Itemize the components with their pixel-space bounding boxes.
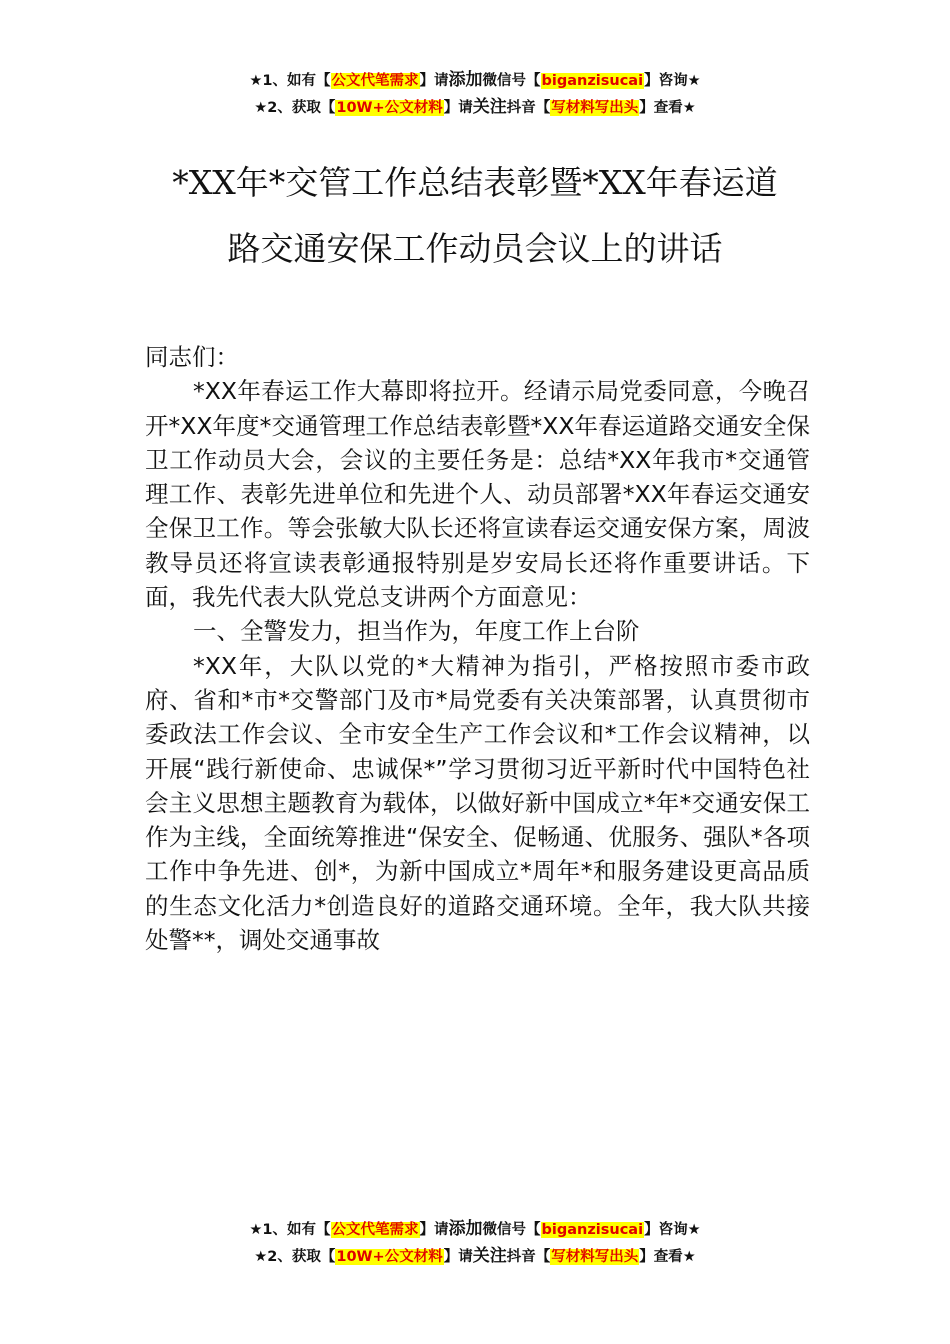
banner-highlight: 10W+公文材料: [336, 100, 443, 116]
banner-text: 微信号【: [482, 73, 541, 89]
banner-highlight: 10W+公文材料: [336, 1249, 443, 1265]
banner-text: 】查看★: [639, 100, 696, 116]
salutation: 同志们：: [145, 343, 239, 371]
banner-text: 抖音【: [506, 1249, 551, 1265]
header-banner: [0, 67, 950, 121]
banner-line-2: [0, 94, 950, 121]
document-body: [145, 340, 810, 957]
banner-wechat-id: biganzisucai: [541, 73, 644, 89]
banner-text: 】请: [419, 1222, 449, 1238]
banner-emphasis: 添加: [448, 70, 483, 90]
banner-douyin-id: 写材料写出头: [551, 1249, 639, 1265]
banner-douyin-id: 写材料写出头: [551, 100, 639, 116]
banner-text: 抖音【: [506, 100, 551, 116]
banner-text: ★1、如有【: [249, 1222, 331, 1238]
banner-wechat-id: biganzisucai: [541, 1222, 644, 1238]
banner-text: 】请: [443, 1249, 473, 1265]
section-heading: 一、全警发力，担当作为，年度工作上台阶: [193, 617, 640, 646]
banner-text: 微信号【: [482, 1222, 541, 1238]
banner-text: 】咨询★: [644, 73, 701, 89]
title-line-2: 路交通安保工作动员会议上的讲话: [227, 229, 723, 268]
banner-text: ★1、如有【: [249, 73, 331, 89]
banner-text: 】请: [443, 100, 473, 116]
banner-text: 】咨询★: [644, 1222, 701, 1238]
banner-text: 】请: [419, 73, 449, 89]
banner-text: ★2、获取【: [254, 1249, 336, 1265]
banner-emphasis: 关注: [472, 97, 507, 117]
banner-emphasis: 关注: [472, 1246, 507, 1266]
banner-text: 】查看★: [639, 1249, 696, 1265]
banner-emphasis: 添加: [448, 1219, 483, 1239]
title-line-1: *XX年*交管工作总结表彰暨*XX年春运道: [172, 163, 778, 202]
body-paragraph: *XX年春运工作大幕即将拉开。经请示局党委同意，今晚召开*XX年度*交通管理工作总结表彰暨*XX年春运道路交通安全保卫工作动员大会，会议的主要任务是：总结*XX年我市*交通管理工作、表彰先进单位和先进个人、动员部署*XX年春运交通安全保卫工作。等会张敏大队长还将宣读春运交通安保方案，周波教导员还将宣读表彰通报特别是岁安局长还将作重要讲话。下面，我先代表大队党总支讲两个方面意见：: [145, 377, 810, 612]
banner-line-1: [0, 1216, 950, 1243]
banner-line-1: [0, 67, 950, 94]
banner-line-2: [0, 1243, 950, 1270]
document-title: [120, 150, 830, 282]
banner-highlight: 公文代笔需求: [331, 1222, 419, 1238]
banner-highlight: 公文代笔需求: [331, 73, 419, 89]
footer-banner: [0, 1216, 950, 1270]
banner-text: ★2、获取【: [254, 100, 336, 116]
body-paragraph: *XX年，大队以党的*大精神为指引，严格按照市委市政府、省和*市*交警部门及市*局党委有关决策部署，认真贯彻市委政法工作会议、全市安全生产工作会议和*工作会议精神，以开展“践行新使命、忠诚保*”学习贯彻习近平新时代中国特色社会主义思想主题教育为载体，以做好新中国成立*年*交通安保工作为主线，全面统筹推进“保安全、促畅通、优服务、强队*各项工作中争先进、创*，为新中国成立*周年*和服务建设更高品质的生态文化活力*创造良好的道路交通环境。全年，我大队共接处警**，调处交通事故: [145, 651, 810, 955]
